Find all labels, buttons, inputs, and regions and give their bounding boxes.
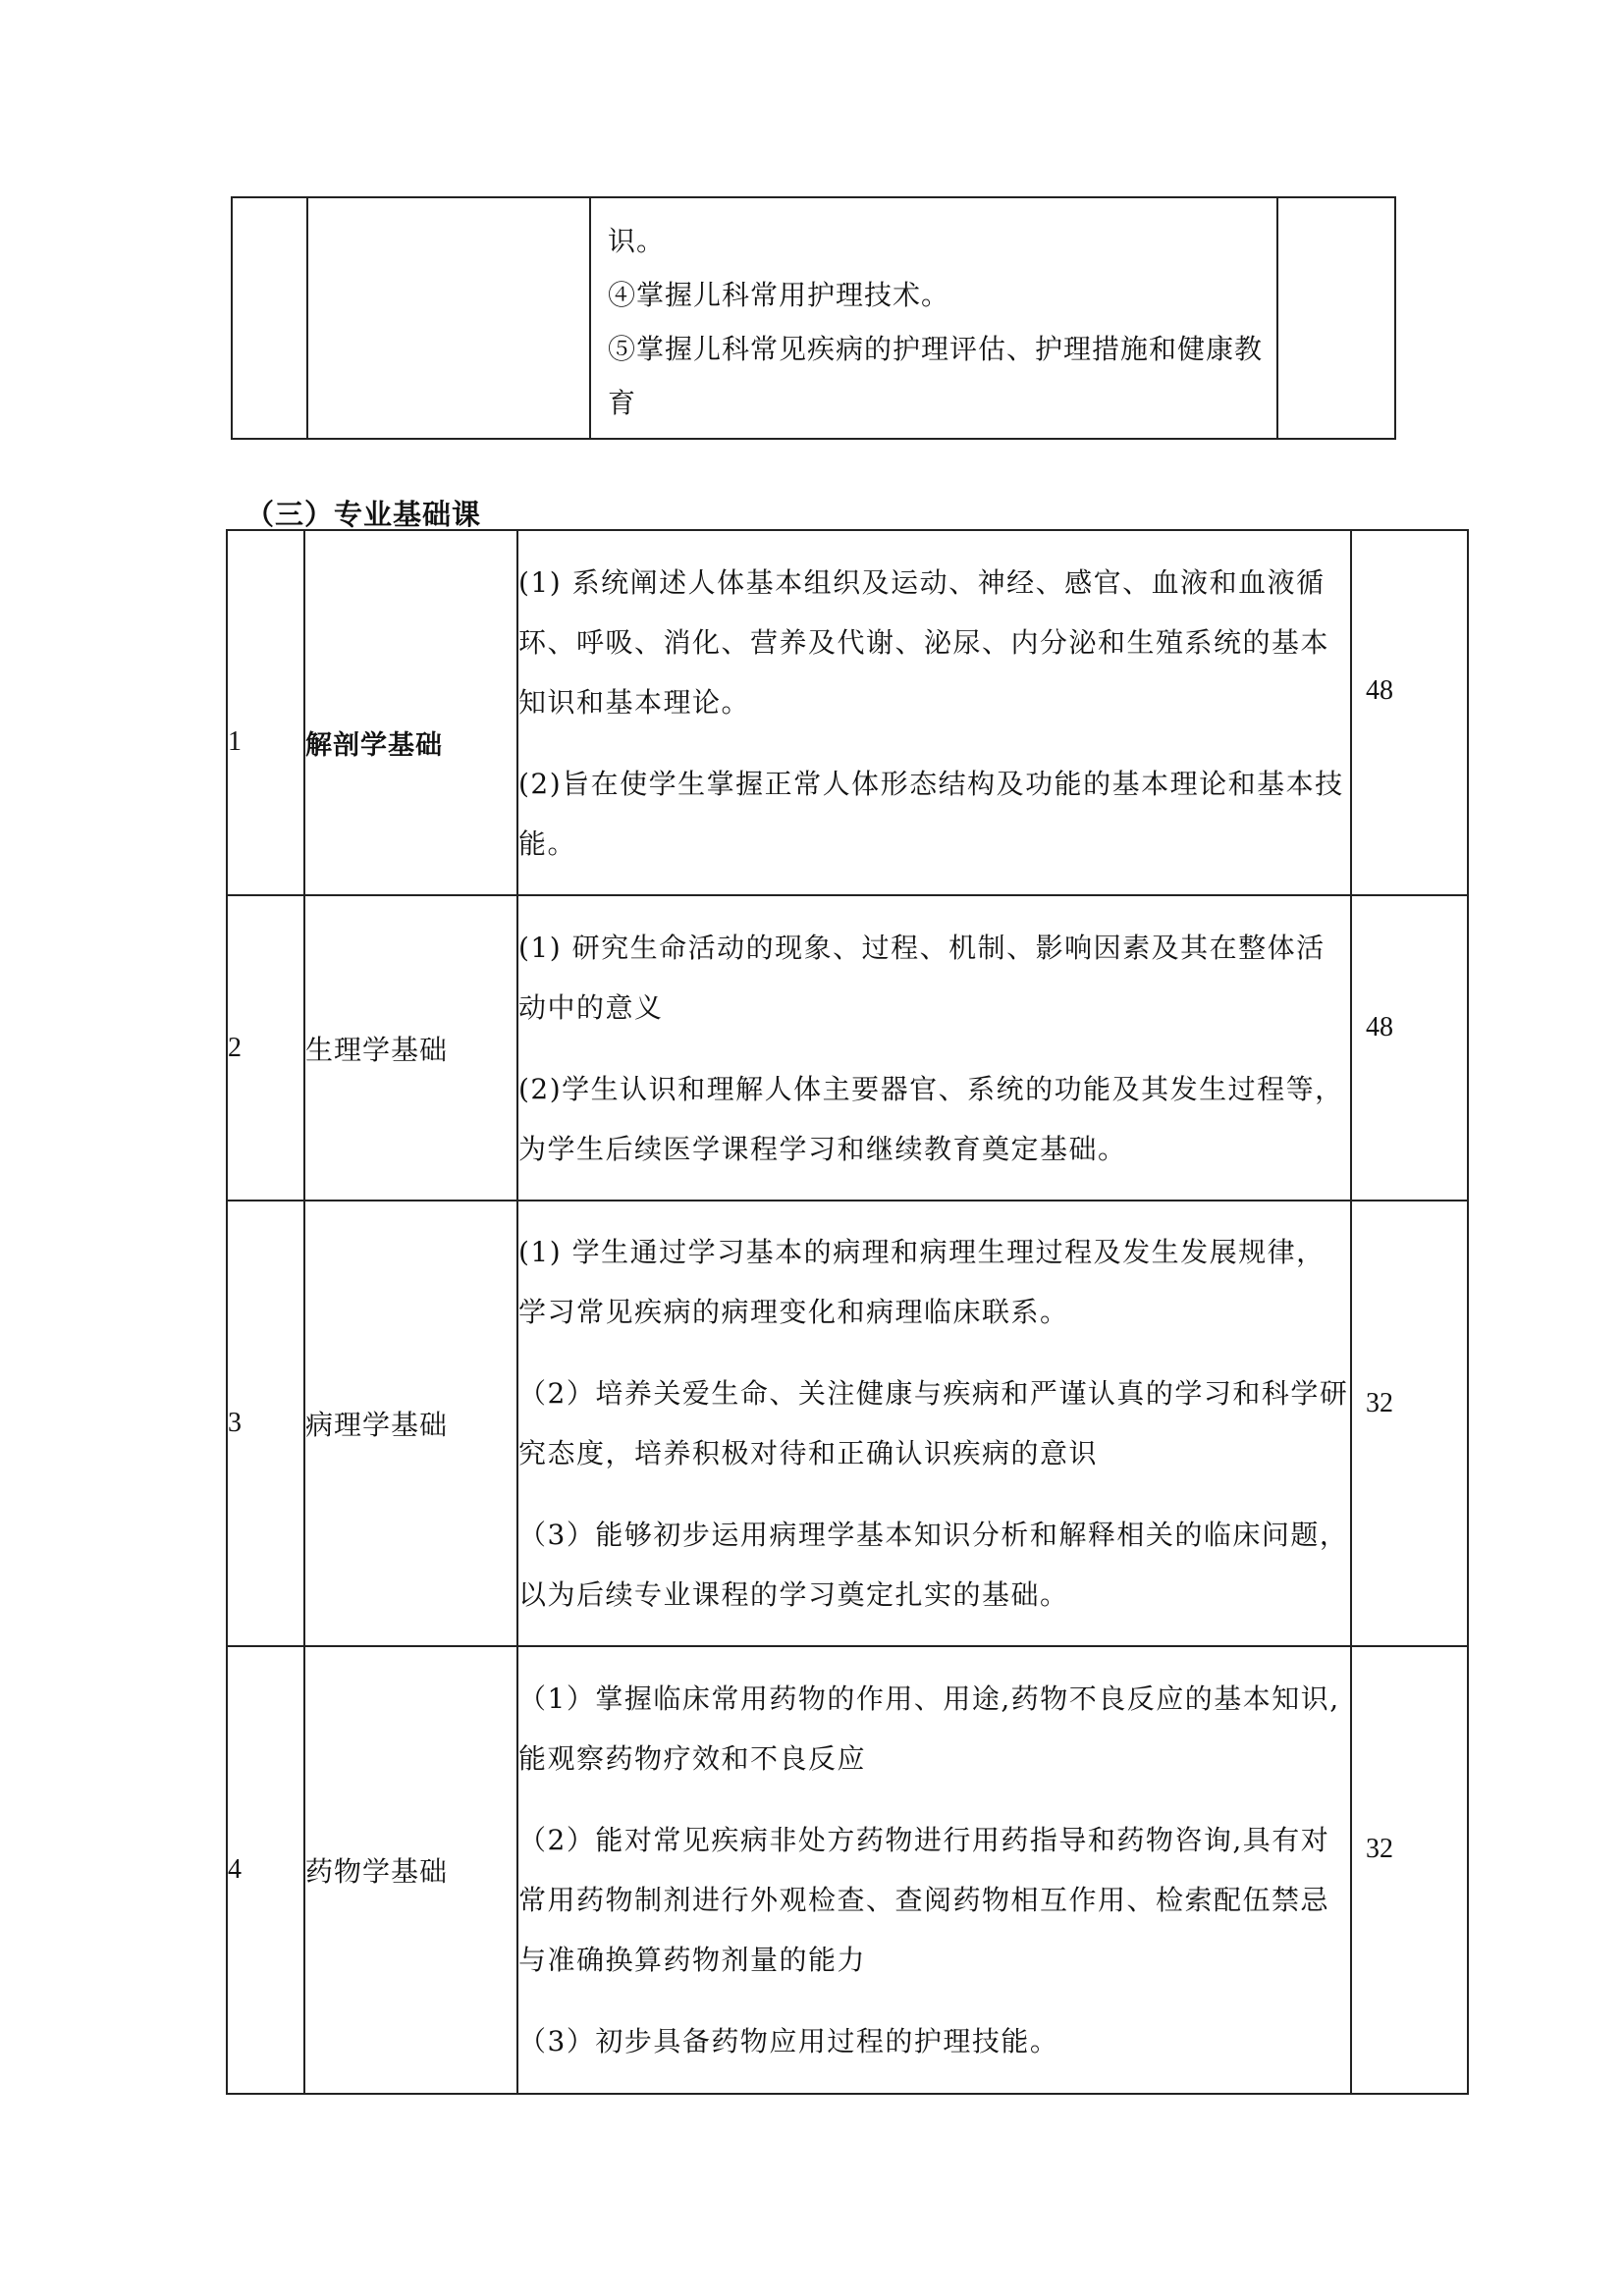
- course-number-cell: 1: [227, 530, 304, 895]
- description-paragraph: (2)学生认识和理解人体主要器官、系统的功能及其发生过程等，为学生后续医学课程学习和继续教育奠定基础。: [518, 1072, 1344, 1165]
- course-name-cell: [307, 197, 590, 439]
- hours-value: 48: [1366, 1012, 1393, 1042]
- description-paragraph: (1) 研究生命活动的现象、过程、机制、影响因素及其在整体活动中的意义: [518, 931, 1326, 1024]
- course-description-cell: [590, 197, 1277, 439]
- course-description-cell: [517, 1646, 1351, 2094]
- table-row: [227, 1201, 1468, 1646]
- description-line: ⑤掌握儿科常见疾病的护理评估、护理措施和健康教: [608, 333, 1264, 365]
- professional-foundation-course-table: [226, 529, 1469, 2095]
- description-paragraph: (1) 学生通过学习基本的病理和病理生理过程及发生发展规律，学习常见疾病的病理变化和病理临床联系。: [518, 1236, 1326, 1328]
- description-paragraph: （2）培养关爱生命、关注健康与疾病和严谨认真的学习和科学研究态度，培养积极对待和正确认识疾病的意识: [518, 1377, 1349, 1469]
- section-heading: （三）专业基础课: [245, 498, 482, 531]
- description-paragraph: (1) 系统阐述人体基本组织及运动、神经、感官、血液和血液循环、呼吸、消化、营养及代谢、泌尿、内分泌和生殖系统的基本知识和基本理论。: [518, 565, 1330, 719]
- course-description-cell: [517, 1201, 1351, 1646]
- course-hours-cell: [1351, 530, 1468, 895]
- description-paragraph: （3）初步具备药物应用过程的护理技能。: [518, 2025, 1059, 2057]
- course-hours-cell: [1351, 895, 1468, 1201]
- description-line: 识。: [608, 225, 666, 257]
- hours-value: 48: [1366, 675, 1393, 706]
- course-hours-cell: [1351, 1201, 1468, 1646]
- course-number-cell: 4: [227, 1646, 304, 2094]
- course-number-cell: 2: [227, 895, 304, 1201]
- course-name-cell: 药物学基础: [304, 1646, 517, 2094]
- course-description-cell: [517, 530, 1351, 895]
- hours-value: 32: [1366, 1834, 1393, 1864]
- table-row: [232, 197, 1395, 439]
- course-hours-cell: [1277, 197, 1395, 439]
- course-hours-cell: [1351, 1646, 1468, 2094]
- continued-course-table: [231, 196, 1396, 440]
- course-number-cell: 3: [227, 1201, 304, 1646]
- description-line: ④掌握儿科常用护理技术。: [608, 279, 950, 311]
- hours-value: 32: [1366, 1388, 1393, 1418]
- table-row: [227, 1646, 1468, 2094]
- description-line: 育: [608, 387, 637, 419]
- course-name-cell: 解剖学基础: [304, 530, 517, 895]
- description-paragraph: (2)旨在使学生掌握正常人体形态结构及功能的基本理论和基本技能。: [518, 767, 1344, 860]
- description-paragraph: （1）掌握临床常用药物的作用、用途,药物不良反应的基本知识,能观察药物疗效和不良反应: [518, 1682, 1340, 1775]
- table-row: [227, 530, 1468, 895]
- course-description-cell: [517, 895, 1351, 1201]
- description-paragraph: （2）能对常见疾病非处方药物进行用药指导和药物咨询,具有对常用药物制剂进行外观检查、查阅药物相互作用、检索配伍禁忌与准确换算药物剂量的能力: [518, 1824, 1330, 1976]
- course-name-cell: 病理学基础: [304, 1201, 517, 1646]
- course-name-cell: 生理学基础: [304, 895, 517, 1201]
- description-paragraph: （3）能够初步运用病理学基本知识分析和解释相关的临床问题，以为后续专业课程的学习奠定扎实的基础。: [518, 1519, 1349, 1611]
- course-number-cell: [232, 197, 307, 439]
- table-row: [227, 895, 1468, 1201]
